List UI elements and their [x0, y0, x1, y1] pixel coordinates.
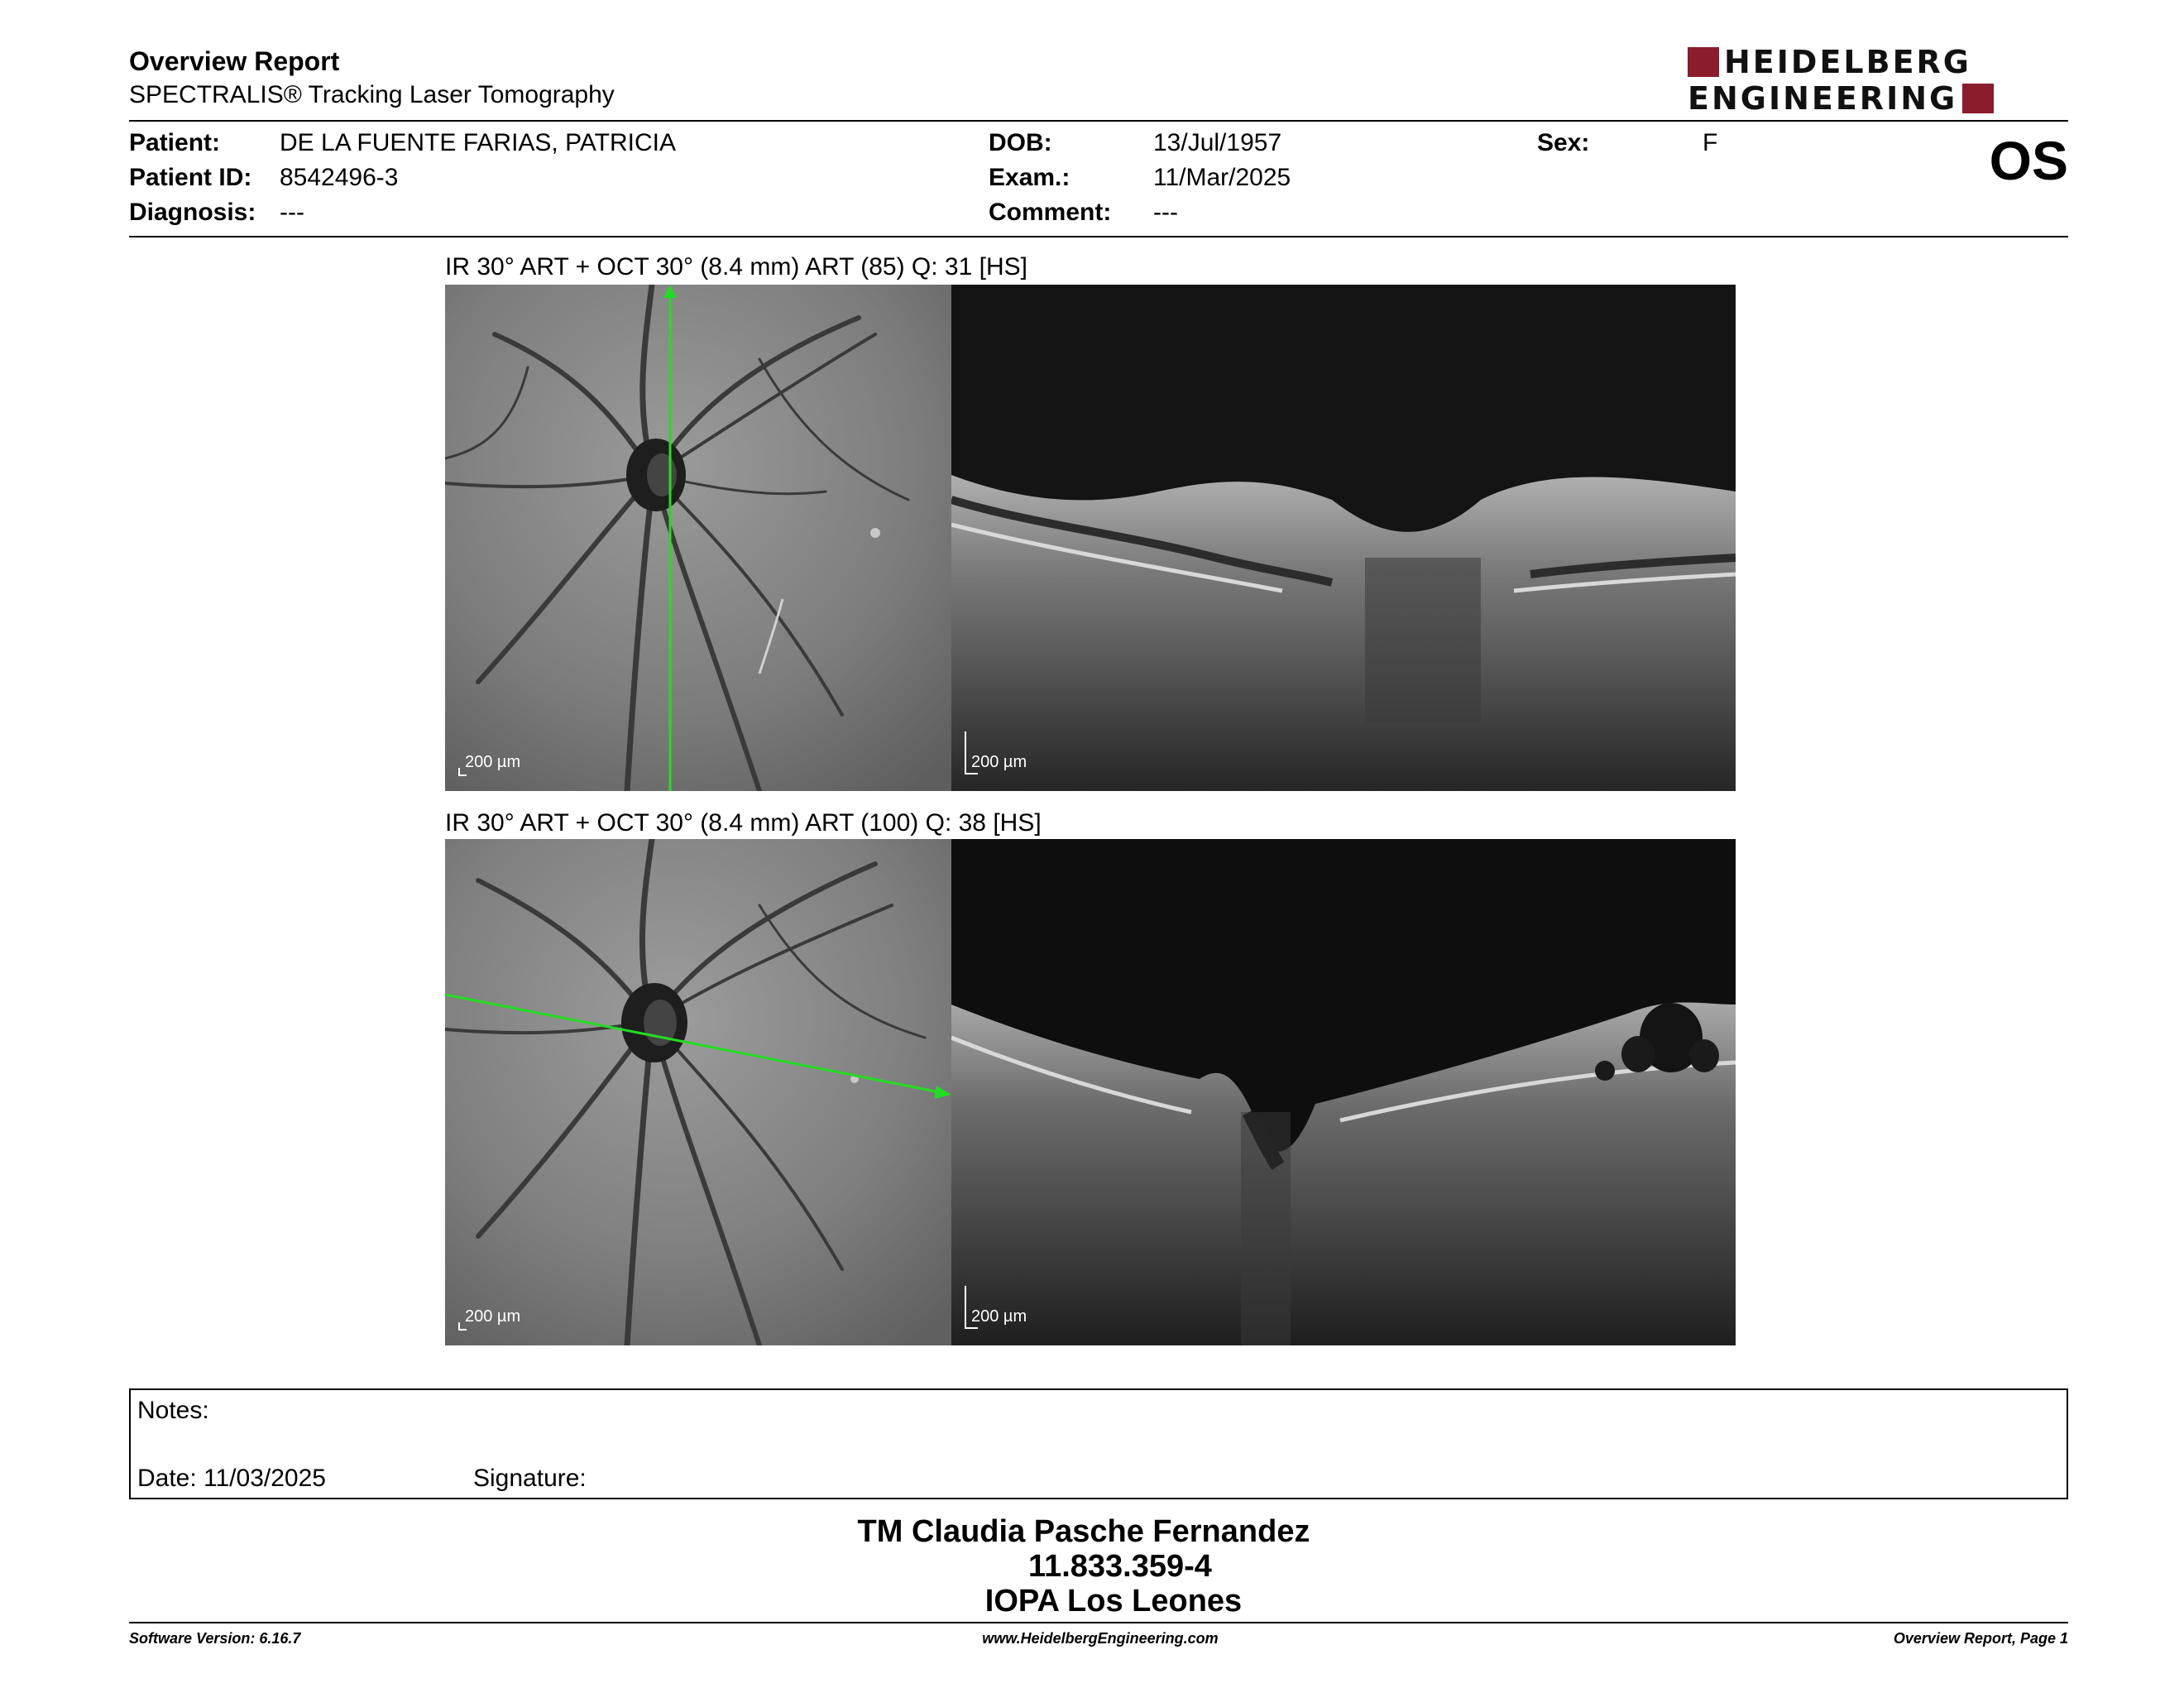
- fundus-image-1[interactable]: [445, 285, 951, 791]
- oct-scale-bar-2: [965, 1283, 1047, 1332]
- comment-label: Comment:: [989, 199, 1112, 226]
- logo-line1: HEIDELBERG: [1724, 44, 1971, 80]
- oct-bscan-1[interactable]: [951, 285, 1736, 791]
- signatory-rut: 11.833.359-4: [1028, 1549, 1212, 1584]
- patient-name: DE LA FUENTE FARIAS, PATRICIA: [280, 129, 676, 156]
- sex-value: F: [1703, 129, 1718, 156]
- signatory-institution: IOPA Los Leones: [984, 1584, 1243, 1618]
- report-title: Overview Report: [129, 46, 340, 76]
- sex-label: Sex:: [1537, 129, 1590, 156]
- date-label: Date: 11/03/2025: [137, 1465, 326, 1492]
- diagnosis-value: ---: [280, 199, 304, 226]
- comment-value: ---: [1153, 199, 1178, 226]
- logo-square-icon: [1962, 84, 1994, 113]
- website-link[interactable]: www.HeidelbergEngineering.com: [982, 1630, 1219, 1647]
- patient-id-label: Patient ID:: [129, 164, 252, 191]
- logo-square-icon: [1688, 47, 1719, 77]
- report-subtitle: SPECTRALIS® Tracking Laser Tomography: [129, 81, 615, 108]
- scan-2-title: IR 30° ART + OCT 30° (8.4 mm) ART (100) Q: 38 [HS]: [445, 809, 1042, 837]
- patient-id: 8542496-3: [280, 164, 399, 191]
- footer-divider: [129, 1622, 2068, 1623]
- notes-label: Notes:: [137, 1397, 209, 1424]
- fundus-image-2[interactable]: [445, 839, 951, 1345]
- patient-label: Patient:: [129, 129, 221, 156]
- oct-scale-bar-1: [965, 728, 1047, 778]
- dob-value: 13/Jul/1957: [1153, 129, 1282, 156]
- fundus-scale-label-1: 200 µm: [465, 753, 521, 771]
- oct-bscan-2[interactable]: [951, 839, 1736, 1345]
- scan-1-title: IR 30° ART + OCT 30° (8.4 mm) ART (85) Q: 31 [HS]: [445, 253, 1027, 281]
- signature-label: Signature:: [473, 1465, 587, 1492]
- fundus-scale-bar-2: [458, 1307, 541, 1332]
- header-divider: [129, 120, 2068, 122]
- patient-divider: [129, 236, 2068, 237]
- signatory-name: TM Claudia Pasche Fernandez: [857, 1514, 1310, 1549]
- notes-box[interactable]: [129, 1388, 2068, 1499]
- eye-indicator: OS: [1989, 130, 2068, 191]
- fundus-scale-bar-1: [458, 753, 541, 778]
- oct-scale-label-1: 200 µm: [971, 753, 1027, 771]
- oct-scale-label-2: 200 µm: [971, 1307, 1027, 1326]
- logo-line2: ENGINEERING: [1688, 80, 1958, 117]
- exam-label: Exam.:: [989, 164, 1070, 191]
- exam-value: 11/Mar/2025: [1153, 164, 1291, 191]
- diagnosis-label: Diagnosis:: [129, 199, 256, 226]
- software-version: Software Version: 6.16.7: [129, 1630, 301, 1647]
- heidelberg-logo: [1688, 45, 2068, 117]
- dob-label: DOB:: [989, 129, 1052, 156]
- fundus-scale-label-2: 200 µm: [465, 1307, 521, 1326]
- page-info: Overview Report, Page 1: [1893, 1630, 2068, 1647]
